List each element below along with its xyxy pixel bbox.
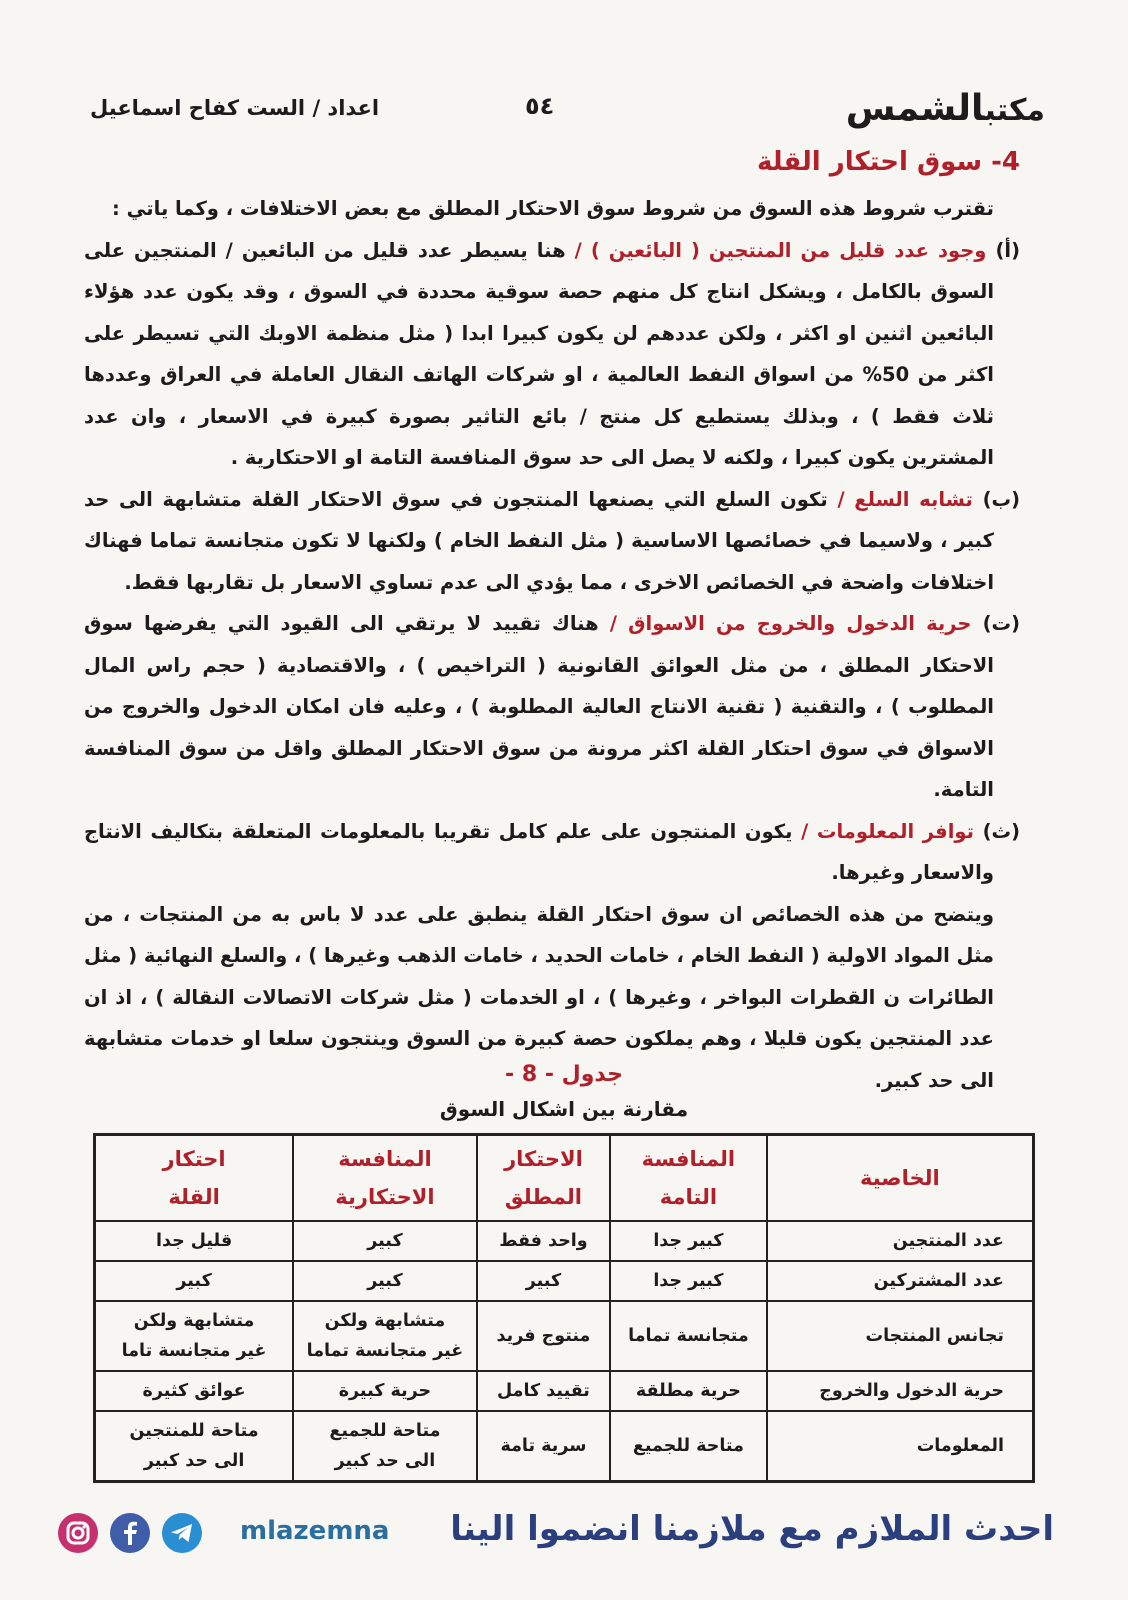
table-cell: تجانس المنتجات [767,1301,1034,1371]
table-cell: متجانسة تماما [610,1301,767,1371]
table-cell [95,1301,294,1371]
market-comparison-table [93,1133,1035,1483]
feature-item-a [84,230,1020,479]
cell-line: متاحة للمنتجين [129,1421,259,1441]
item-marker: (ث) [982,819,1021,843]
table-cell: كبير [477,1261,610,1301]
table-cell [293,1411,477,1482]
table-cell: سرية تامة [477,1411,610,1482]
table-cell: منتوج فريد [477,1301,610,1371]
footer-banner [44,1505,1054,1561]
table-cell: حرية كبيرة [293,1371,477,1411]
table-cell: المعلومات [767,1411,1034,1482]
feature-item-b [84,479,1020,604]
item-title: توافر المعلومات / [801,819,974,843]
table-cell: حرية الدخول والخروج [767,1371,1034,1411]
header-property [767,1135,1034,1222]
table-cell [95,1411,294,1482]
table-title: جدول - 8 - [505,1062,623,1087]
table-cell: عدد المشتركين [767,1261,1034,1301]
cell-line: غير متجانسة تاما [121,1341,267,1361]
cell-line: الى حد كبير [334,1451,436,1471]
header-perfect-competition [610,1135,767,1222]
telegram-icon[interactable] [162,1513,202,1553]
table-cell: كبير [293,1261,477,1301]
table-cell: كبير جدا [610,1261,767,1301]
cell-line: الى حد كبير [143,1451,245,1471]
item-text: هناك تقييد لا يرتقي الى القيود التي يفرضها سوق الاحتكار المطلق ، من مثل العوائق القانونية ( التراخيص ) ، والاقتصادية ( حجم راس المال المطلوب ) ، والتقنية ( تقنية الانتاج العالية المطلوبة ) ، وعليه فان امكان الدخول والخروج من الاسواق في سوق احتكار القلة اكثر مرونة من سوق الاحتكار المطلق واقل من سوق المنافسة التامة. [84,612,994,801]
item-text: هنا يسيطر عدد قليل من البائعين / المنتجين على السوق بالكامل ، ويشكل انتاج كل منهم حصة سوقية محددة في السوق ، وقد يكون عدد هؤلاء البائعين اثنين او اكثر ، ولكن عددهم لن يكون كبيرا ابدا ( مثل منظمة الاوبك التي تسيطر على اكثر من 50% من اسواق النفط العالمية ، او شركات الهاتف النقال العاملة في العراق وعددها ثلاث فقط ) ، وبذلك يستطيع كل منتج / بائع التاثير بصورة كبيرة في الاسعار ، وان عدد المشترين يكون كبيرا ، ولكنه لا يصل الى حد سوق المنافسة التامة او الاحتكارية . [84,238,994,469]
header-line: الاحتكار [504,1147,583,1171]
cell-line: غير متجانسة تماما [306,1341,464,1361]
table-row [95,1411,1034,1482]
feature-item-th [84,811,1020,894]
brand-prefix: مكتب [984,93,1045,128]
header-line: المطلق [504,1185,582,1209]
cell-line: متاحة للجميع [329,1421,441,1441]
facebook-icon[interactable] [110,1513,150,1553]
author-credit: اعداد / الست كفاح اسماعيل [90,96,380,120]
table-cell: عوائق كثيرة [95,1371,294,1411]
table-row [95,1261,1034,1301]
brand-logo [846,88,1045,129]
header-line: القلة [168,1185,220,1209]
table-header-row [95,1135,1034,1222]
brand-main: الشمس [845,88,985,129]
header-line: المنافسة [641,1147,736,1171]
summary-paragraph: ويتضح من هذه الخصائص ان سوق احتكار القلة ينطبق على عدد لا باس به من المنتجات ، من مثل المواد الاولية ( النفط الخام ، خامات الحديد ، خامات الذهب وغيرها ) ، والسلع النهائية ( مثل الطائرات ن القطرات البواخر ، وغيرها ) ، او الخدمات ( مثل شركات الاتصالات النقالة ) ، اذ ان عدد المنتجين يكون قليلا ، وهم يملكون حصة كبيرة من السوق وينتجون سلعا او خدمات متشابهة الى حد كبير. [84,902,994,1092]
cell-line: متشابهة ولكن [324,1311,446,1331]
table-caption: مقارنة بين اشكال السوق [439,1097,689,1121]
table-cell: كبير [293,1221,477,1261]
table-row [95,1301,1034,1371]
cell-line: متشابهة ولكن [133,1311,255,1331]
page-number: ٥٤ [525,92,555,120]
footer-slogan: احدث الملازم مع ملازمنا انضموا الينا [450,1509,1054,1549]
table-cell: متاحة للجميع [610,1411,767,1482]
table-row [95,1371,1034,1411]
main-content [84,142,1020,1101]
table-row [95,1221,1034,1261]
header-line: الاحتكارية [335,1185,435,1209]
item-text: يكون المنتجون على علم كامل تقريبا بالمعلومات المتعلقة بتكاليف الانتاج والاسعار وغيرها. [84,819,994,884]
table-cell: واحد فقط [477,1221,610,1261]
item-title: وجود عدد قليل من المنتجين ( البائعين ) / [574,238,987,262]
table-cell [293,1301,477,1371]
intro-paragraph: تقترب شروط هذه السوق من شروط سوق الاحتكار المطلق مع بعض الاختلافات ، وكما ياتي : [111,197,994,220]
table-cell: كبير [95,1261,294,1301]
item-marker: (أ) [995,238,1020,262]
section-title: 4- سوق احتكار القلة [756,147,1020,177]
header-monopoly [477,1135,610,1222]
item-title: تشابه السلع / [837,487,973,511]
item-title: حرية الدخول والخروج من الاسواق / [609,612,972,635]
header-monopolistic-competition [293,1135,477,1222]
header-line: احتكار [162,1147,226,1171]
table-cell: كبير جدا [610,1221,767,1261]
table-cell: حرية مطلقة [610,1371,767,1411]
footer-brand-name[interactable]: mlazemna [240,1516,390,1546]
item-text: تكون السلع التي يصنعها المنتجون في سوق الاحتكار القلة متشابهة الى حد كبير ، ولاسيما في خصائصها الاساسية ( مثل النفط الخام ) ولكنها لا تكون متجانسة تماما فهناك اختلافات واضحة في الخصائص الاخرى ، مما يؤدي الى عدم تساوي الاسعار بل تقاربها فقط. [84,487,994,594]
header-line: التامة [659,1185,718,1209]
header-line: الخاصية [859,1166,940,1190]
item-marker: (ت) [982,612,1020,635]
header-line: المنافسة [338,1147,432,1171]
item-marker: (ب) [982,487,1020,511]
instagram-icon[interactable] [58,1513,98,1553]
feature-item-t [84,603,1020,811]
table-cell: عدد المنتجين [767,1221,1034,1261]
header-oligopoly [95,1135,294,1222]
page-header [90,88,1045,132]
table-cell: قليل جدا [95,1221,294,1261]
table-cell: تقييد كامل [477,1371,610,1411]
